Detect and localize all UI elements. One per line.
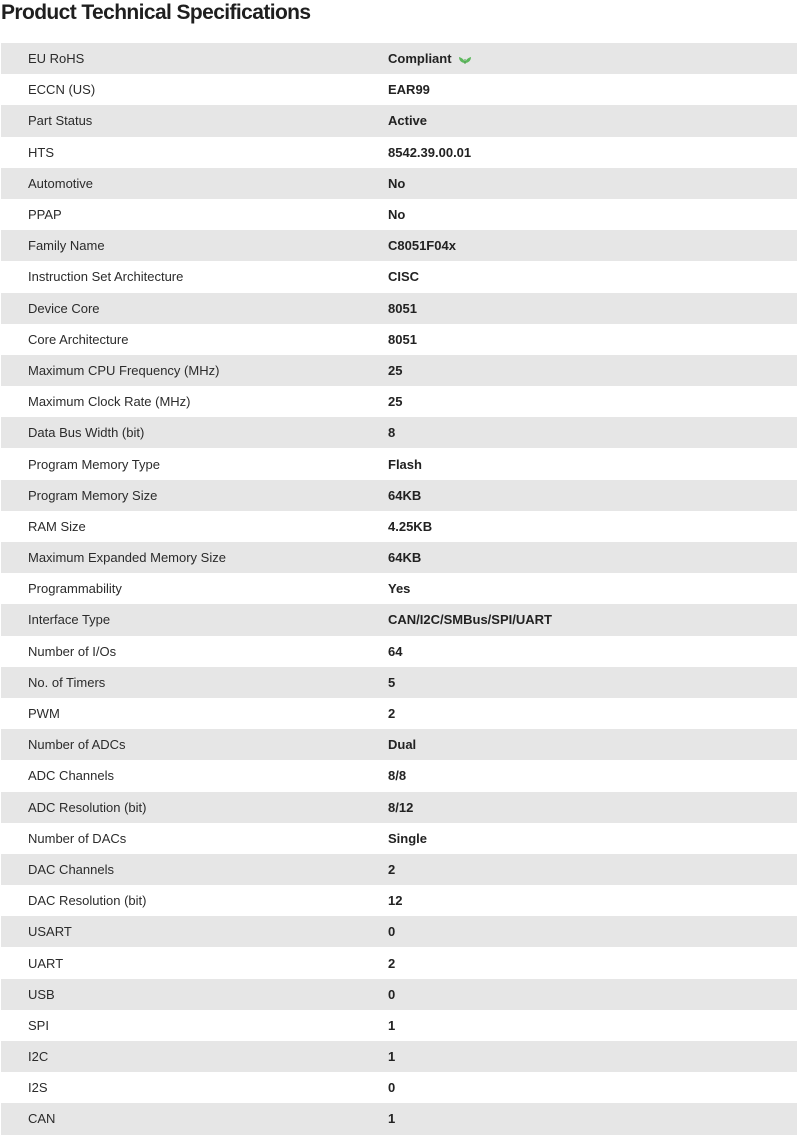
spec-label: No. of Timers: [28, 674, 106, 690]
page-title: Product Technical Specifications: [1, 1, 311, 24]
spec-value: 8051: [388, 331, 417, 347]
spec-row-i2s: [1, 1072, 797, 1103]
spec-row-device-core: [1, 293, 797, 324]
spec-row-family-name: [1, 230, 797, 261]
spec-row-timers: [1, 667, 797, 698]
spec-label: EU RoHS: [28, 51, 85, 67]
spec-label: Number of I/Os: [28, 643, 117, 659]
spec-row-adc-resolution: [1, 792, 797, 823]
spec-table: [1, 43, 797, 1135]
spec-row-program-memory-type: [1, 448, 797, 479]
spec-value: CAN/I2C/SMBus/SPI/UART: [388, 612, 552, 628]
spec-value: 64KB: [388, 550, 422, 566]
spec-row-instruction-set: [1, 261, 797, 292]
spec-label: ADC Resolution (bit): [28, 799, 147, 815]
spec-value: 12: [388, 893, 403, 909]
spec-row-dac-channels: [1, 854, 797, 885]
spec-label: I2S: [28, 1080, 48, 1096]
spec-label: ECCN (US): [28, 82, 96, 98]
spec-value-cell: [388, 51, 797, 66]
spec-value: 8/12: [388, 799, 414, 815]
spec-value: 2: [388, 955, 396, 971]
spec-row-number-of-dacs: [1, 823, 797, 854]
spec-value: 1: [388, 1049, 396, 1065]
spec-row-data-bus-width: [1, 417, 797, 448]
spec-label: Core Architecture: [28, 331, 129, 347]
spec-label: Maximum Clock Rate (MHz): [28, 394, 191, 410]
spec-row-eccn: [1, 74, 797, 105]
spec-value: 5: [388, 674, 396, 690]
spec-label: UART: [28, 955, 64, 971]
spec-value: Flash: [388, 456, 422, 472]
spec-label: RAM Size: [28, 518, 86, 534]
spec-value: EAR99: [388, 82, 430, 98]
spec-label: Automotive: [28, 175, 94, 191]
spec-label: I2C: [28, 1049, 49, 1065]
spec-row-program-memory-size: [1, 480, 797, 511]
spec-value: 1: [388, 1017, 396, 1033]
spec-value: 64KB: [388, 487, 422, 503]
spec-label: Maximum Expanded Memory Size: [28, 550, 226, 566]
spec-value: No: [388, 207, 406, 223]
spec-value: 25: [388, 362, 403, 378]
spec-value: 4.25KB: [388, 518, 433, 534]
spec-label: Device Core: [28, 300, 100, 316]
spec-value: Compliant: [388, 51, 452, 67]
spec-row-ram-size: [1, 511, 797, 542]
spec-row-pwm: [1, 698, 797, 729]
spec-row-ppap: [1, 199, 797, 230]
spec-value: 0: [388, 986, 396, 1002]
spec-row-usb: [1, 979, 797, 1010]
spec-value: 2: [388, 706, 396, 722]
spec-row-number-of-adcs: [1, 729, 797, 760]
spec-value: 0: [388, 1080, 396, 1096]
spec-label: Part Status: [28, 113, 93, 129]
spec-value: 8: [388, 425, 396, 441]
spec-row-i2c: [1, 1041, 797, 1072]
spec-label: SPI: [28, 1017, 49, 1033]
spec-row-usart: [1, 916, 797, 947]
spec-value: Yes: [388, 581, 411, 597]
spec-label: Interface Type: [28, 612, 111, 628]
spec-label: Number of DACs: [28, 830, 127, 846]
spec-label: USB: [28, 986, 55, 1002]
spec-row-core-architecture: [1, 324, 797, 355]
leaf-icon: [458, 53, 472, 65]
spec-row-interface-type: [1, 604, 797, 635]
spec-row-programmability: [1, 573, 797, 604]
spec-value: Single: [388, 830, 428, 846]
spec-value: 0: [388, 924, 396, 940]
spec-label: PWM: [28, 706, 60, 722]
spec-label: DAC Resolution (bit): [28, 893, 147, 909]
spec-row-max-cpu-frequency: [1, 355, 797, 386]
spec-label: Instruction Set Architecture: [28, 269, 184, 285]
spec-label: Family Name: [28, 238, 105, 254]
spec-value: Dual: [388, 737, 417, 753]
spec-label: DAC Channels: [28, 861, 114, 877]
spec-value: 8051: [388, 300, 417, 316]
spec-row-eu-rohs: [1, 43, 797, 74]
spec-label: Program Memory Size: [28, 487, 158, 503]
spec-value: Active: [388, 113, 428, 129]
spec-label: Data Bus Width (bit): [28, 425, 145, 441]
spec-label: CAN: [28, 1111, 56, 1127]
spec-row-can: [1, 1103, 797, 1134]
spec-value: 2: [388, 861, 396, 877]
spec-row-spi: [1, 1010, 797, 1041]
spec-label: HTS: [28, 144, 54, 160]
spec-value: 8/8: [388, 768, 407, 784]
spec-value: 1: [388, 1111, 396, 1127]
spec-row-adc-channels: [1, 760, 797, 791]
spec-row-hts: [1, 137, 797, 168]
spec-label: Number of ADCs: [28, 737, 126, 753]
spec-label: USART: [28, 924, 72, 940]
spec-label: Programmability: [28, 581, 122, 597]
spec-value: No: [388, 175, 406, 191]
spec-row-automotive: [1, 168, 797, 199]
spec-label: PPAP: [28, 207, 62, 223]
spec-row-max-expanded-memory: [1, 542, 797, 573]
spec-value: 25: [388, 394, 403, 410]
spec-row-max-clock-rate: [1, 386, 797, 417]
spec-value: C8051F04x: [388, 238, 456, 254]
spec-row-number-of-ios: [1, 636, 797, 667]
spec-value: 8542.39.00.01: [388, 144, 472, 160]
spec-row-part-status: [1, 105, 797, 136]
spec-value: CISC: [388, 269, 420, 285]
spec-label: ADC Channels: [28, 768, 114, 784]
spec-value: 64: [388, 643, 403, 659]
spec-row-dac-resolution: [1, 885, 797, 916]
spec-label: Program Memory Type: [28, 456, 160, 472]
spec-row-uart: [1, 947, 797, 978]
spec-label: Maximum CPU Frequency (MHz): [28, 362, 220, 378]
